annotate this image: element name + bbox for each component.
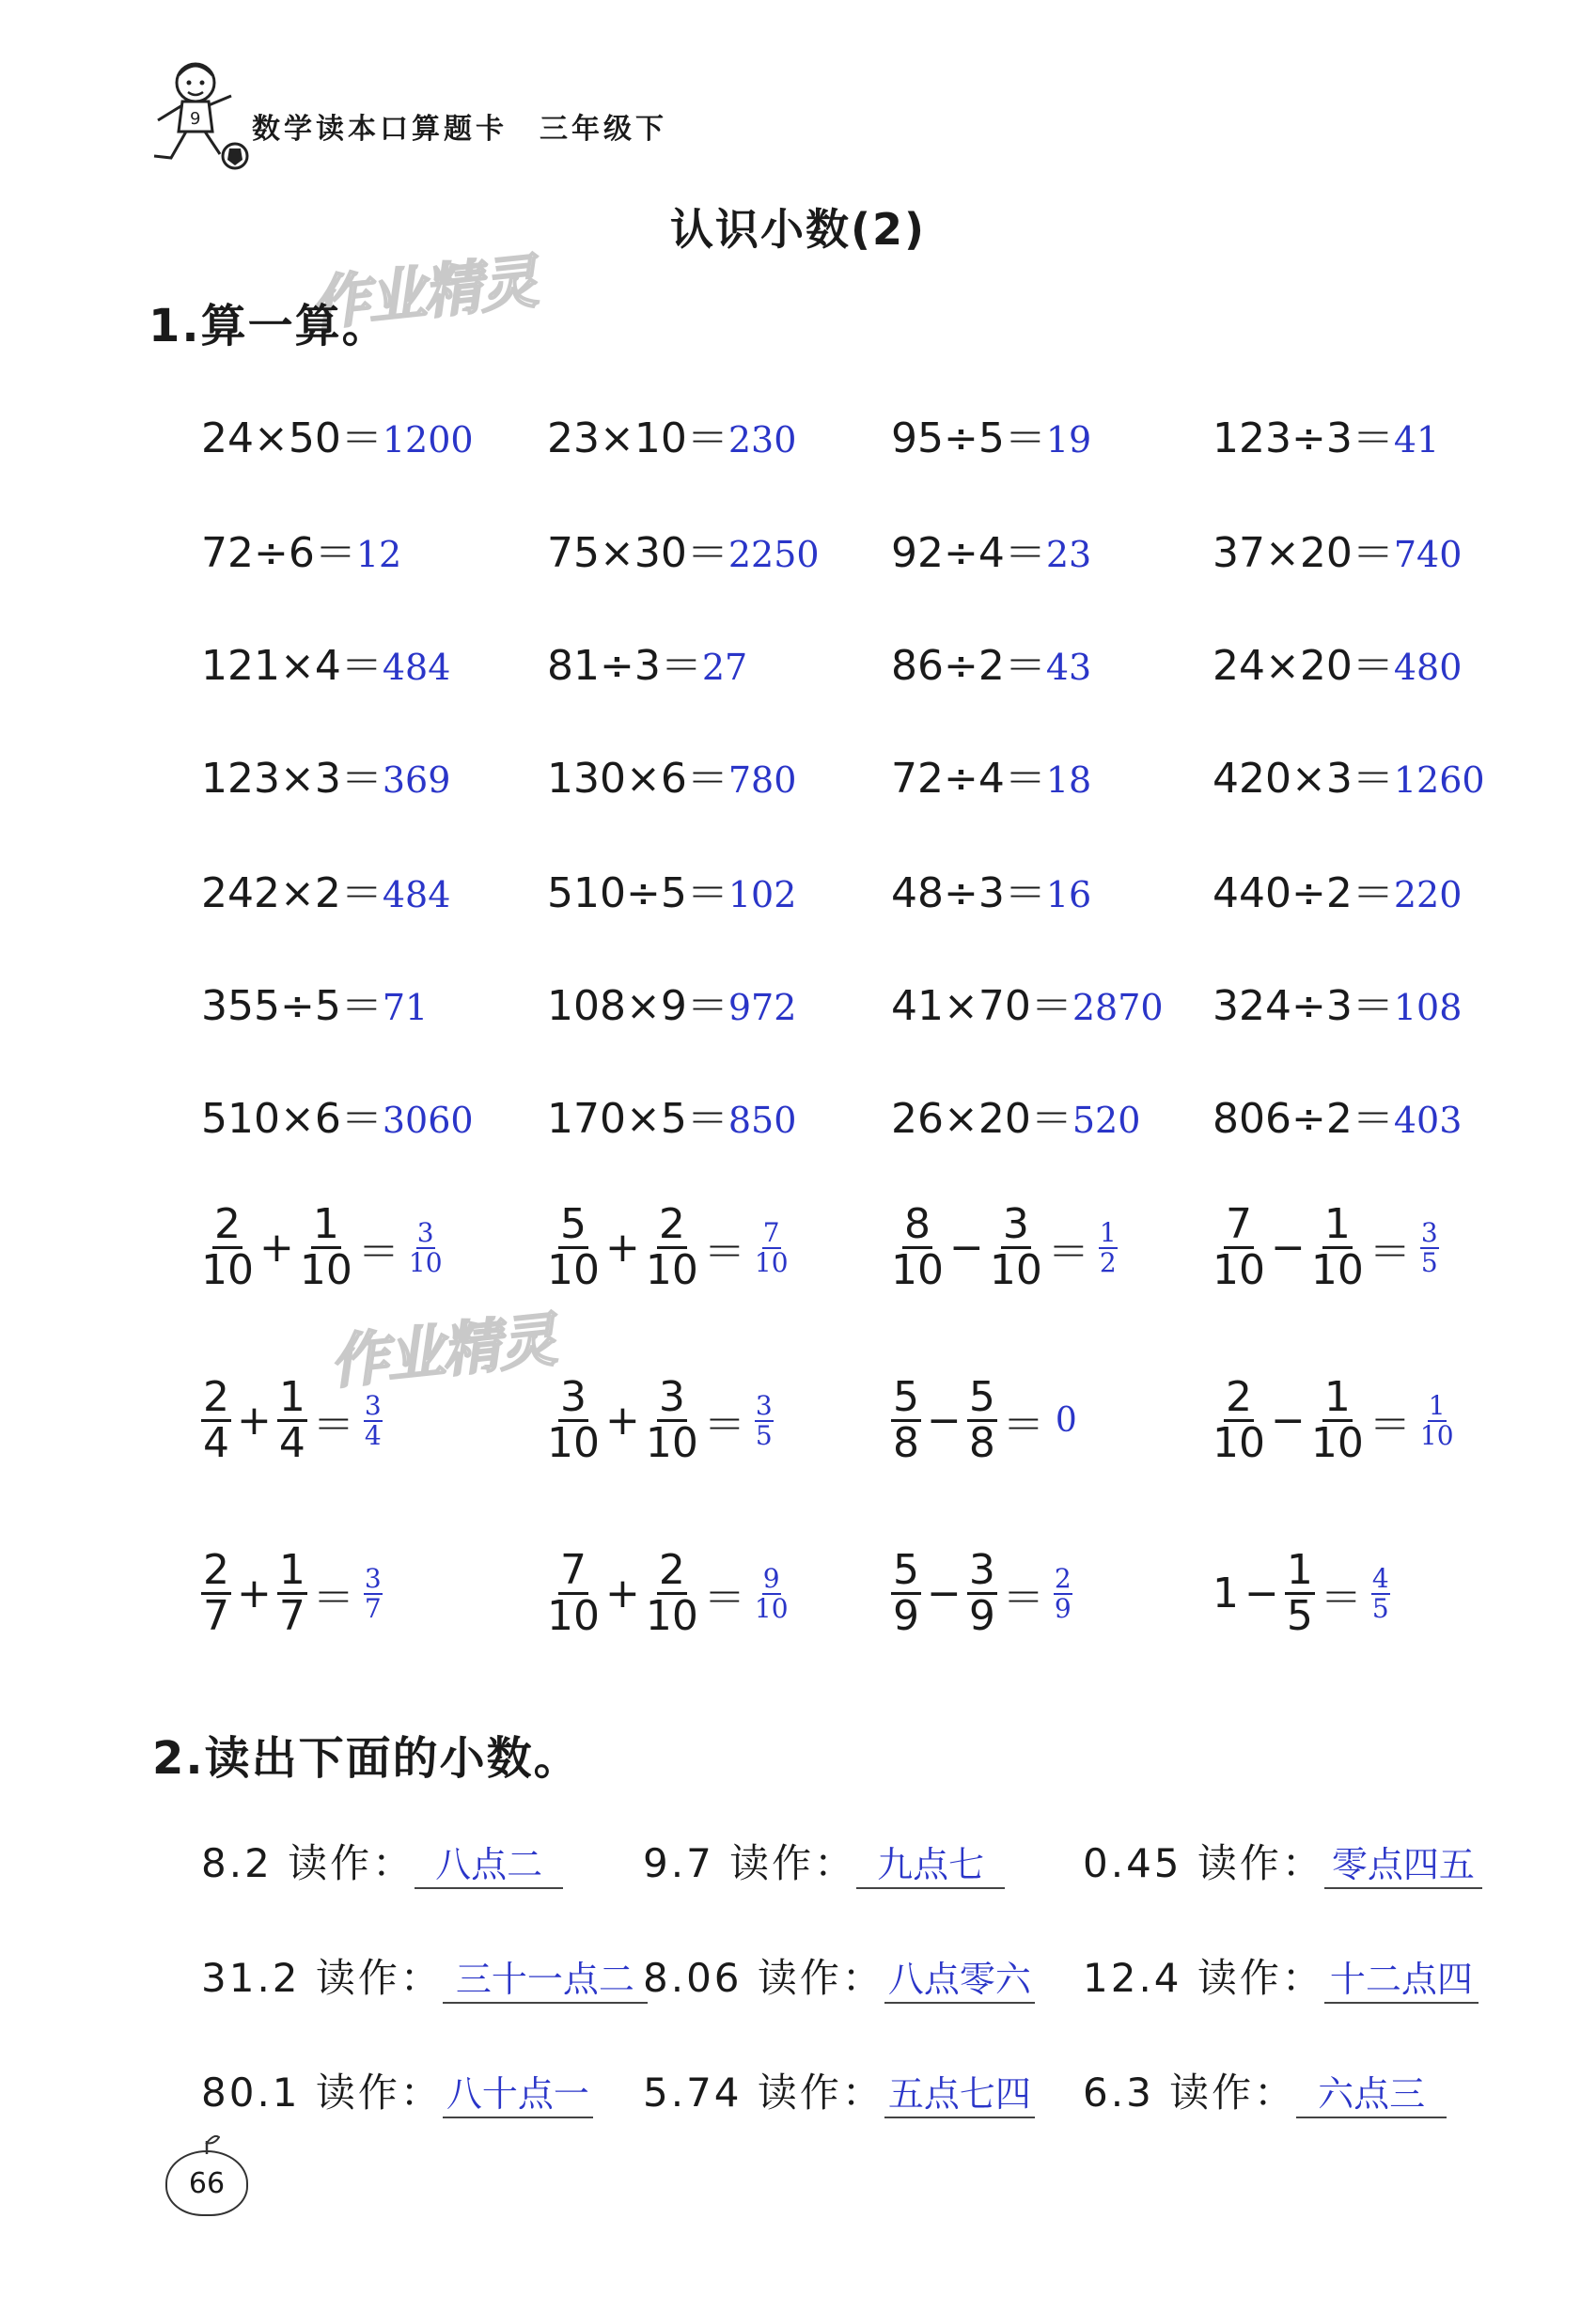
calc-question: 510×6＝ (201, 1095, 383, 1143)
calc-question: 355÷5＝ (201, 982, 383, 1030)
calc-problem (1213, 972, 1462, 1032)
fraction-b (299, 1200, 352, 1295)
numerator: 1 (312, 1200, 339, 1248)
fraction-a (547, 1373, 600, 1468)
fraction-a (201, 1373, 231, 1468)
numerator: 3 (968, 1546, 995, 1594)
watermark: 作业精灵 (326, 1304, 558, 1398)
fraction-problem (201, 1200, 443, 1295)
equals-sign: ＝ (703, 1573, 745, 1622)
denominator: 10 (547, 1246, 600, 1295)
calc-problem (547, 404, 796, 464)
equals-sign: ＝ (703, 1400, 745, 1449)
read-as-label: 读作： (1169, 2070, 1297, 2116)
fraction-a (891, 1200, 944, 1295)
numerator: 5 (968, 1373, 995, 1421)
calc-question: 23×10＝ (547, 414, 728, 462)
read-answer: 九点七 (856, 1836, 1005, 1889)
equals-sign: ＝ (1002, 1573, 1044, 1622)
denominator: 10 (754, 1592, 789, 1624)
read-as-label: 读作： (288, 1840, 415, 1886)
fraction-answer (755, 1565, 789, 1622)
operator: − (1271, 1397, 1306, 1445)
calc-answer: 71 (382, 987, 429, 1028)
calc-answer: 1260 (1393, 759, 1485, 801)
calc-answer: 2870 (1072, 987, 1164, 1028)
fraction-problem (547, 1200, 789, 1295)
calc-answer: 19 (1045, 419, 1092, 461)
equals-sign: ＝ (703, 1227, 745, 1276)
calc-answer: 403 (1393, 1100, 1463, 1141)
numerator: 1 (1286, 1546, 1313, 1594)
fraction-problem (547, 1373, 774, 1468)
calc-question: 72÷6＝ (201, 529, 356, 577)
fraction-answer (364, 1392, 383, 1449)
equals-sign: ＝ (1369, 1400, 1411, 1449)
calc-answer: 102 (728, 874, 797, 915)
calc-problem (891, 859, 1091, 919)
watermark: 作业精灵 (307, 246, 540, 339)
calc-answer: 484 (382, 874, 451, 915)
numerator: 2 (658, 1200, 685, 1248)
denominator: 10 (645, 1592, 698, 1641)
denominator: 10 (201, 1246, 254, 1295)
calc-question: 26×20＝ (891, 1095, 1072, 1143)
calc-question: 24×20＝ (1213, 642, 1394, 690)
calc-problem (201, 744, 450, 805)
fraction-a (1213, 1200, 1265, 1295)
numerator: 3 (658, 1373, 685, 1421)
fraction-answer (1054, 1565, 1072, 1622)
fraction-problem (1213, 1373, 1454, 1468)
calc-answer: 972 (728, 987, 797, 1028)
fraction-problem (1213, 1546, 1390, 1641)
fraction-answer (755, 1392, 774, 1449)
calc-answer: 23 (1045, 534, 1092, 575)
apple-icon (194, 2133, 220, 2156)
calc-question: 41×70＝ (891, 982, 1072, 1030)
fraction-a (1213, 1373, 1265, 1468)
calc-problem (201, 404, 474, 464)
fraction-b (967, 1373, 997, 1468)
calc-problem (201, 859, 450, 919)
calc-answer: 780 (728, 759, 797, 801)
read-answer: 五点七四 (884, 2065, 1035, 2118)
fraction-answer (1420, 1219, 1439, 1276)
fraction-problem (201, 1546, 383, 1641)
read-as-label: 读作： (1197, 1840, 1324, 1886)
denominator: 10 (891, 1246, 944, 1295)
numerator: 3 (1002, 1200, 1029, 1248)
denominator: 8 (968, 1419, 995, 1468)
fraction-b (277, 1373, 307, 1468)
numerator: 5 (560, 1200, 587, 1248)
calc-answer: 27 (701, 647, 748, 688)
operator: + (237, 1397, 272, 1445)
numerator: 3 (416, 1217, 434, 1249)
calc-problem (1213, 632, 1462, 692)
calc-problem (891, 404, 1091, 464)
boy-with-soccer-ball-icon (141, 55, 254, 177)
calc-answer: 16 (1045, 874, 1092, 915)
calc-problem (547, 632, 747, 692)
read-decimal-item (201, 1833, 563, 1889)
denominator: 5 (1420, 1246, 1438, 1278)
fraction-a (201, 1200, 254, 1295)
fraction-a (891, 1373, 921, 1468)
denominator: 9 (1054, 1592, 1072, 1624)
denominator: 5 (755, 1419, 773, 1451)
fraction-problem (1213, 1200, 1439, 1295)
calc-problem (1213, 744, 1485, 805)
numerator: 2 (1054, 1563, 1072, 1595)
calc-answer: 740 (1393, 534, 1463, 575)
read-decimal-item (643, 1833, 1005, 1889)
read-answer: 三十一点二 (443, 1950, 648, 2004)
calc-question: 123×3＝ (201, 755, 383, 803)
numerator: 1 (278, 1546, 305, 1594)
calc-question: 242×2＝ (201, 869, 383, 917)
calc-question: 806÷2＝ (1213, 1095, 1394, 1143)
whole-number: 1 (1213, 1570, 1239, 1618)
read-decimal-item (201, 1947, 648, 2004)
calc-question: 121×4＝ (201, 642, 383, 690)
decimal-number: 5.74 (643, 2070, 743, 2116)
decimal-number: 31.2 (201, 1955, 301, 2001)
operator: − (927, 1570, 962, 1618)
denominator: 10 (1213, 1419, 1265, 1468)
read-answer: 八点二 (415, 1836, 563, 1889)
fraction-b (1310, 1373, 1364, 1468)
fraction-answer (1099, 1219, 1118, 1276)
denominator: 10 (408, 1246, 443, 1278)
equals-sign: ＝ (357, 1227, 399, 1276)
calc-problem (1213, 1085, 1462, 1145)
read-decimal-item (643, 1947, 1035, 2004)
calc-question: 24×50＝ (201, 414, 383, 462)
operator: + (605, 1570, 640, 1618)
denominator: 9 (968, 1592, 995, 1641)
calc-problem (547, 744, 796, 805)
read-as-label: 读作： (315, 1955, 443, 2001)
calc-problem (1213, 519, 1462, 579)
svg-text:9: 9 (190, 109, 201, 129)
numerator: 2 (203, 1373, 229, 1421)
equals-sign: ＝ (312, 1400, 354, 1449)
fraction-answer: 0 (1055, 1401, 1077, 1441)
calc-answer: 3060 (382, 1100, 474, 1141)
numerator: 8 (904, 1200, 931, 1248)
calc-problem (201, 519, 401, 579)
decimal-number: 8.06 (643, 1955, 743, 2001)
calc-answer: 41 (1393, 419, 1440, 461)
calc-question: 86÷2＝ (891, 642, 1046, 690)
calc-problem (891, 744, 1091, 805)
fraction-problem (547, 1546, 789, 1641)
read-as-label: 读作： (757, 2070, 884, 2116)
fraction-answer (1371, 1565, 1390, 1622)
numerator: 1 (1323, 1373, 1351, 1421)
fraction-b (645, 1546, 698, 1641)
equals-sign: ＝ (1047, 1227, 1089, 1276)
calc-answer: 108 (1393, 987, 1463, 1028)
calc-problem (547, 519, 820, 579)
denominator: 4 (203, 1419, 229, 1468)
calc-answer: 369 (382, 759, 451, 801)
denominator: 10 (547, 1592, 600, 1641)
denominator: 4 (364, 1419, 382, 1451)
operator: + (237, 1570, 272, 1618)
fraction-answer (364, 1565, 383, 1622)
calc-question: 37×20＝ (1213, 529, 1394, 577)
denominator: 10 (645, 1246, 698, 1295)
calc-answer: 1200 (382, 419, 474, 461)
read-decimal-item (201, 2062, 593, 2118)
denominator: 10 (299, 1246, 352, 1295)
operator: − (1271, 1224, 1306, 1273)
numerator: 1 (1428, 1390, 1446, 1422)
denominator: 7 (278, 1592, 305, 1641)
equals-sign: ＝ (312, 1573, 354, 1622)
read-decimal-item (1083, 1947, 1479, 2004)
read-answer: 六点三 (1296, 2065, 1447, 2118)
fraction-answer (755, 1219, 789, 1276)
read-answer: 零点四五 (1324, 1836, 1482, 1889)
calc-problem (547, 859, 796, 919)
calc-answer: 12 (355, 534, 402, 575)
numerator: 7 (762, 1217, 780, 1249)
read-decimal-item (1083, 1833, 1482, 1889)
denominator: 5 (1286, 1592, 1313, 1641)
read-as-label: 读作： (1197, 1955, 1324, 2001)
calc-problem (891, 632, 1091, 692)
numerator: 4 (1371, 1563, 1389, 1595)
equals-sign: ＝ (1369, 1227, 1411, 1276)
operator: − (1244, 1570, 1279, 1618)
decimal-number: 0.45 (1083, 1840, 1182, 1886)
calc-question: 510÷5＝ (547, 869, 728, 917)
decimal-number: 6.3 (1083, 2070, 1154, 2116)
equals-sign: ＝ (1320, 1573, 1362, 1622)
numerator: 7 (560, 1546, 587, 1594)
fraction-b (967, 1546, 997, 1641)
denominator: 10 (547, 1419, 600, 1468)
denominator: 8 (893, 1419, 919, 1468)
denominator: 4 (278, 1419, 305, 1468)
decimal-number: 8.2 (201, 1840, 273, 1886)
numerator: 7 (1226, 1200, 1252, 1248)
equals-sign: ＝ (1002, 1400, 1044, 1449)
denominator: 10 (1213, 1246, 1265, 1295)
numerator: 2 (658, 1546, 685, 1594)
section-2-title: 2.读出下面的小数。 (152, 1732, 581, 1785)
read-answer: 八点零六 (884, 1950, 1035, 2004)
operator: + (605, 1224, 640, 1273)
calc-problem (891, 1085, 1140, 1145)
numerator: 5 (893, 1546, 919, 1594)
fraction-b (1310, 1200, 1364, 1295)
calc-question: 324÷3＝ (1213, 982, 1394, 1030)
operator: − (927, 1397, 962, 1445)
calc-answer: 2250 (728, 534, 820, 575)
numerator: 1 (278, 1373, 305, 1421)
fraction-a (547, 1546, 600, 1641)
calc-question: 75×30＝ (547, 529, 728, 577)
calc-answer: 230 (728, 419, 797, 461)
calc-answer: 220 (1393, 874, 1463, 915)
calc-problem (201, 632, 450, 692)
numerator: 5 (893, 1373, 919, 1421)
calc-question: 81÷3＝ (547, 642, 702, 690)
calc-question: 95÷5＝ (891, 414, 1046, 462)
calc-problem (891, 519, 1091, 579)
decimal-number: 80.1 (201, 2070, 301, 2116)
calc-problem (1213, 404, 1439, 464)
calc-answer: 520 (1072, 1100, 1141, 1141)
read-as-label: 读作： (315, 2070, 443, 2116)
denominator: 10 (989, 1246, 1042, 1295)
calc-problem (201, 972, 428, 1032)
denominator: 10 (645, 1419, 698, 1468)
operator: + (259, 1224, 294, 1273)
fraction-b (645, 1373, 698, 1468)
calc-answer: 850 (728, 1100, 797, 1141)
operator: − (949, 1224, 984, 1273)
calc-question: 170×5＝ (547, 1095, 728, 1143)
section-1-title: 1.算一算。 (149, 300, 389, 352)
calc-answer: 18 (1045, 759, 1092, 801)
numerator: 3 (560, 1373, 587, 1421)
calc-question: 130×6＝ (547, 755, 728, 803)
calc-problem (891, 972, 1164, 1032)
numerator: 9 (762, 1563, 780, 1595)
fraction-problem (891, 1373, 1077, 1468)
fraction-b (1285, 1546, 1315, 1641)
fraction-answer (409, 1219, 443, 1276)
denominator: 10 (1310, 1419, 1364, 1468)
calc-answer: 484 (382, 647, 451, 688)
decimal-number: 12.4 (1083, 1955, 1182, 2001)
numerator: 3 (364, 1563, 382, 1595)
numerator: 1 (1099, 1217, 1117, 1249)
calc-question: 420×3＝ (1213, 755, 1394, 803)
decimal-number: 9.7 (643, 1840, 714, 1886)
calc-question: 123÷3＝ (1213, 414, 1394, 462)
denominator: 9 (893, 1592, 919, 1641)
header-title: 数学读本口算题卡 三年级下 (252, 113, 667, 146)
fraction-a (891, 1546, 921, 1641)
calc-question: 440÷2＝ (1213, 869, 1394, 917)
denominator: 2 (1099, 1246, 1117, 1278)
denominator: 7 (203, 1592, 229, 1641)
denominator: 5 (1371, 1592, 1389, 1624)
page-number-badge (165, 2150, 248, 2216)
calc-problem (547, 972, 796, 1032)
fraction-answer (1420, 1392, 1454, 1449)
read-as-label: 读作： (757, 1955, 884, 2001)
fraction-b (277, 1546, 307, 1641)
numerator: 2 (214, 1200, 241, 1248)
denominator: 10 (1419, 1419, 1454, 1451)
calc-answer: 480 (1393, 647, 1463, 688)
denominator: 10 (754, 1246, 789, 1278)
numerator: 1 (1323, 1200, 1351, 1248)
calc-problem (1213, 859, 1462, 919)
fraction-a (201, 1546, 231, 1641)
read-decimal-item (1083, 2062, 1447, 2118)
read-answer: 十二点四 (1324, 1950, 1479, 2004)
calc-question: 72÷4＝ (891, 755, 1046, 803)
read-as-label: 读作： (729, 1840, 857, 1886)
numerator: 3 (364, 1390, 382, 1422)
calc-question: 48÷3＝ (891, 869, 1046, 917)
operator: + (605, 1397, 640, 1445)
numerator: 3 (1420, 1217, 1438, 1249)
numerator: 2 (1226, 1373, 1252, 1421)
page-title: 认识小数(2) (669, 204, 927, 255)
calc-problem (547, 1085, 796, 1145)
fraction-a (547, 1200, 600, 1295)
fraction-problem (201, 1373, 383, 1468)
fraction-b (645, 1200, 698, 1295)
numerator: 2 (203, 1546, 229, 1594)
page-number: 66 (188, 2166, 226, 2200)
read-answer: 八十点一 (443, 2065, 593, 2118)
fraction-problem (891, 1546, 1072, 1641)
numerator: 3 (755, 1390, 773, 1422)
fraction-b (989, 1200, 1042, 1295)
calc-problem (201, 1085, 474, 1145)
denominator: 7 (364, 1592, 382, 1624)
calc-answer: 43 (1045, 647, 1092, 688)
read-decimal-item (643, 2062, 1035, 2118)
fraction-problem (891, 1200, 1118, 1295)
calc-question: 108×9＝ (547, 982, 728, 1030)
calc-question: 92÷4＝ (891, 529, 1046, 577)
denominator: 10 (1310, 1246, 1364, 1295)
